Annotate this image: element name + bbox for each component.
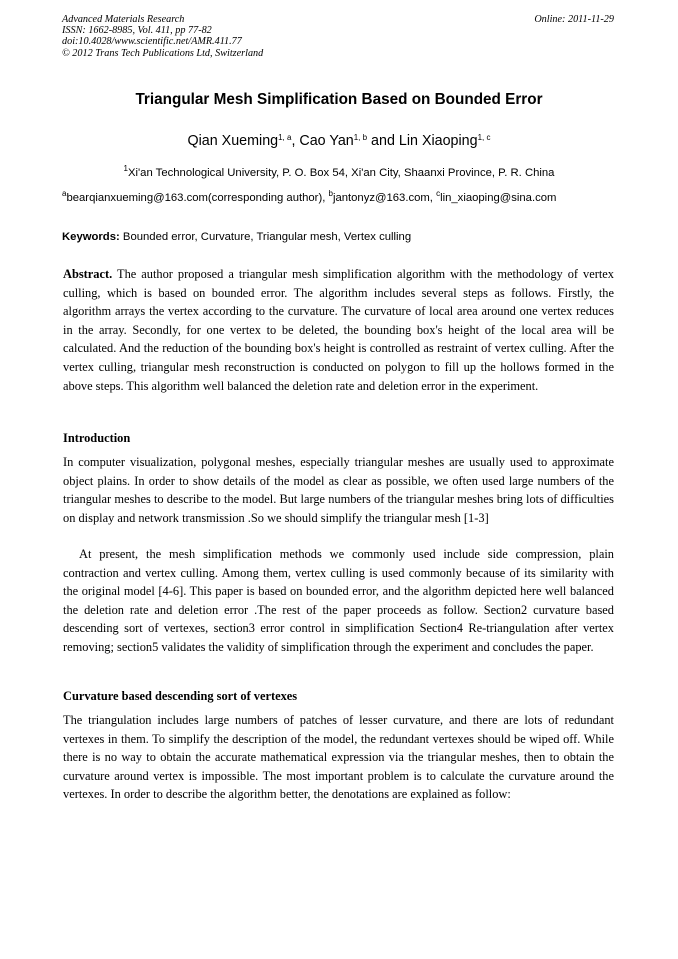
email-marker: c — [436, 189, 441, 198]
email-text[interactable]: jantonyz@163.com, — [332, 192, 437, 204]
journal-header — [62, 14, 263, 59]
affiliation-text: Xi'an Technological University, P. O. Box 54, Xi'an City, Shaanxi Province, P. R. China — [127, 167, 555, 179]
section-heading-introduction: Introduction — [63, 431, 131, 445]
author-affil-marker: 1, c — [477, 133, 491, 142]
abstract-text: The author proposed a triangular mesh simplification algorithm with the methodology of vertex culling, which is based on bounded error. The algorithm includes several steps as follows. Firstly, the algorithm arrays the vertex according to the curvature. The curvature of local area around one vertex reduces in the array. Secondly, for one vertex to be deleted, the bounding box's height of the local area will be calculated. And the reduction of the bounding box's height is controlled as restraint of vertex culling. After the vertex culling, triangular mesh reconstruction is conducted on polygon to fill up the hollows formed in the above steps. This algorithm well balanced the deletion rate and deletion error in the experiment. — [63, 267, 614, 393]
author-name: Qian Xueming — [187, 133, 279, 149]
intro-paragraph-2: At present, the mesh simplification methods we commonly used include side compression, plain contraction and vertex culling. Among them, vertex culling is used commonly because of its similarity with the original model [4-6]. This paper is based on bounded error, and the algorithm depicted here well balanced the deletion rate and deletion error .The rest of the paper proceeds as follow. Section2 curvature based descending sort of vertexes, section3 error control in simplification Section4 Re-triangulation after vertex removing; section5 validates the validity of simplification through the experiment and concludes the paper. — [63, 547, 614, 654]
intro-paragraph-1: In computer visualization, polygonal meshes, especially triangular meshes are usually used to approximate object plains. In order to show details of the model as clear as possible, we often used large numbers of the triangular meshes to describe to the model. But large numbers of the triangular meshes bring lots of difficulties on display and network transmission .So we should simplify the triangular mesh [1-3] — [63, 455, 614, 525]
online-date: Online: 2011-11-29 — [534, 14, 614, 25]
author-affil-marker: 1, b — [353, 133, 368, 142]
author-affil-marker: 1, a — [278, 133, 292, 142]
affiliation-marker: 1 — [123, 164, 128, 173]
copyright-info: © 2012 Trans Tech Publications Ltd, Switzerland — [62, 47, 264, 59]
email-text[interactable]: bearqianxueming@163.com(corresponding author), — [66, 192, 329, 204]
author-emails — [62, 189, 622, 204]
keywords-text: Bounded error, Curvature, Triangular mesh, Vertex culling — [119, 231, 412, 243]
affiliation — [0, 164, 678, 179]
journal-name: Advanced Materials Research — [62, 14, 185, 25]
author-list — [0, 133, 678, 149]
abstract-label: Abstract. — [63, 267, 113, 281]
author-name: Lin Xiaoping — [398, 133, 478, 149]
author-name: Cao Yan — [299, 133, 354, 149]
email-marker: a — [62, 189, 67, 198]
section-heading-curvature: Curvature based descending sort of vertexes — [63, 689, 298, 703]
author-separator: , — [291, 133, 300, 149]
keywords — [62, 231, 411, 243]
issn-info: ISSN: 1662-8985, Vol. 411, pp 77-82 — [62, 25, 212, 37]
email-marker: b — [328, 189, 333, 198]
abstract — [63, 265, 614, 395]
doi-info: doi:10.4028/www.scientific.net/AMR.411.77 — [62, 36, 242, 48]
paper-title: Triangular Mesh Simplification Based on Bounded Error — [135, 91, 543, 108]
email-text[interactable]: lin_xiaoping@sina.com — [440, 192, 557, 204]
author-separator: and — [367, 133, 399, 149]
keywords-label: Keywords: — [62, 231, 120, 243]
curvature-paragraph-1: The triangulation includes large numbers of patches of lesser curvature, and there are lots of redundant vertexes in them. To simplify the description of the model, the redundant vertexes should be wiped off. While there is no way to obtain the accurate mathematical expression via the triangular meshes, then to obtain the curvature around vertex is impossible. The most important problem is to calculate the curvature around the vertexes. In order to describe the algorithm better, the denotations are explained as follow: — [63, 713, 614, 802]
